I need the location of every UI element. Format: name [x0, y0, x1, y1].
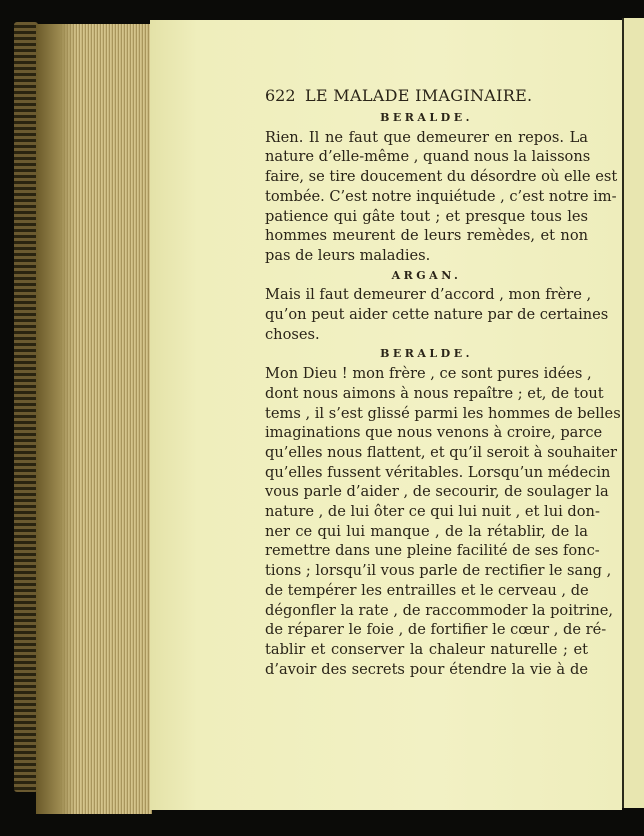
- speaker-name: BERALDE.: [380, 111, 473, 124]
- text-line: qu’on peut aider cette nature par de certaines: [265, 306, 609, 324]
- text-line: Mon Dieu ! mon frère , ce sont pures idées ,: [265, 365, 592, 383]
- page-text: [265, 84, 621, 679]
- text-line: faire, se tire doucement du désordre où elle est: [265, 168, 618, 186]
- speaker-name: BERALDE.: [380, 347, 473, 361]
- dialogue: [265, 108, 621, 679]
- book-spine: [14, 22, 38, 792]
- text-line: choses.: [265, 325, 320, 343]
- text-line: nature d’elle-même , quand nous la laissons: [265, 148, 591, 166]
- text-line: tombée. C’est notre inquiétude , c’est notre im-: [265, 187, 617, 205]
- text-line: qu’elles fussent véritables. Lorsqu’un médecin: [265, 463, 611, 481]
- text-line: pas de leurs maladies.: [265, 246, 431, 264]
- text-line: ner ce qui lui manque , de la rétablir, de la: [265, 522, 588, 540]
- text-line: qu’elles nous flattent, et qu’il seroit à souhaiter: [265, 443, 617, 461]
- text-line: nature , de lui ôter ce qui lui nuit , et lui don-: [265, 503, 600, 521]
- text-line: de réparer le foie , de fortifier le cœur , de ré-: [265, 621, 607, 639]
- facing-page-edge: [622, 18, 644, 808]
- text-line: dont nous aimons à nous repaître ; et, de tout: [265, 384, 604, 402]
- text-line: hommes meurent de leurs remèdes, et non: [265, 227, 588, 245]
- page-number: 622: [265, 86, 296, 105]
- running-title: LE MALADE IMAGINAIRE.: [305, 86, 533, 105]
- text-line: tions ; lorsqu’il vous parle de rectifier le sang ,: [265, 562, 612, 580]
- text-line: patience qui gâte tout ; et presque tous les: [265, 207, 588, 225]
- text-line: Mais il faut demeurer d’accord , mon frère ,: [265, 286, 592, 304]
- text-line: imaginations que nous venons à croire, parce: [265, 424, 603, 442]
- speaker-name: ARGAN.: [391, 268, 462, 282]
- text-line: d’avoir des secrets pour étendre la vie à de: [265, 660, 588, 678]
- page-edges: [36, 24, 152, 814]
- text-line: dégonfler la rate , de raccommoder la poitrine,: [265, 601, 614, 619]
- text-line: de tempérer les entrailles et le cerveau , de: [265, 581, 589, 599]
- text-line: Rien. Il ne faut que demeurer en repos. La: [265, 128, 588, 146]
- running-header: [265, 84, 588, 108]
- text-line: tems , il s’est glissé parmi les hommes de belles: [265, 404, 621, 422]
- text-line: vous parle d’aider , de secourir, de soulager la: [265, 483, 609, 501]
- text-line: tablir et conserver la chaleur naturelle ; et: [265, 640, 588, 658]
- text-line: remettre dans une pleine facilité de ses fonc-: [265, 542, 600, 560]
